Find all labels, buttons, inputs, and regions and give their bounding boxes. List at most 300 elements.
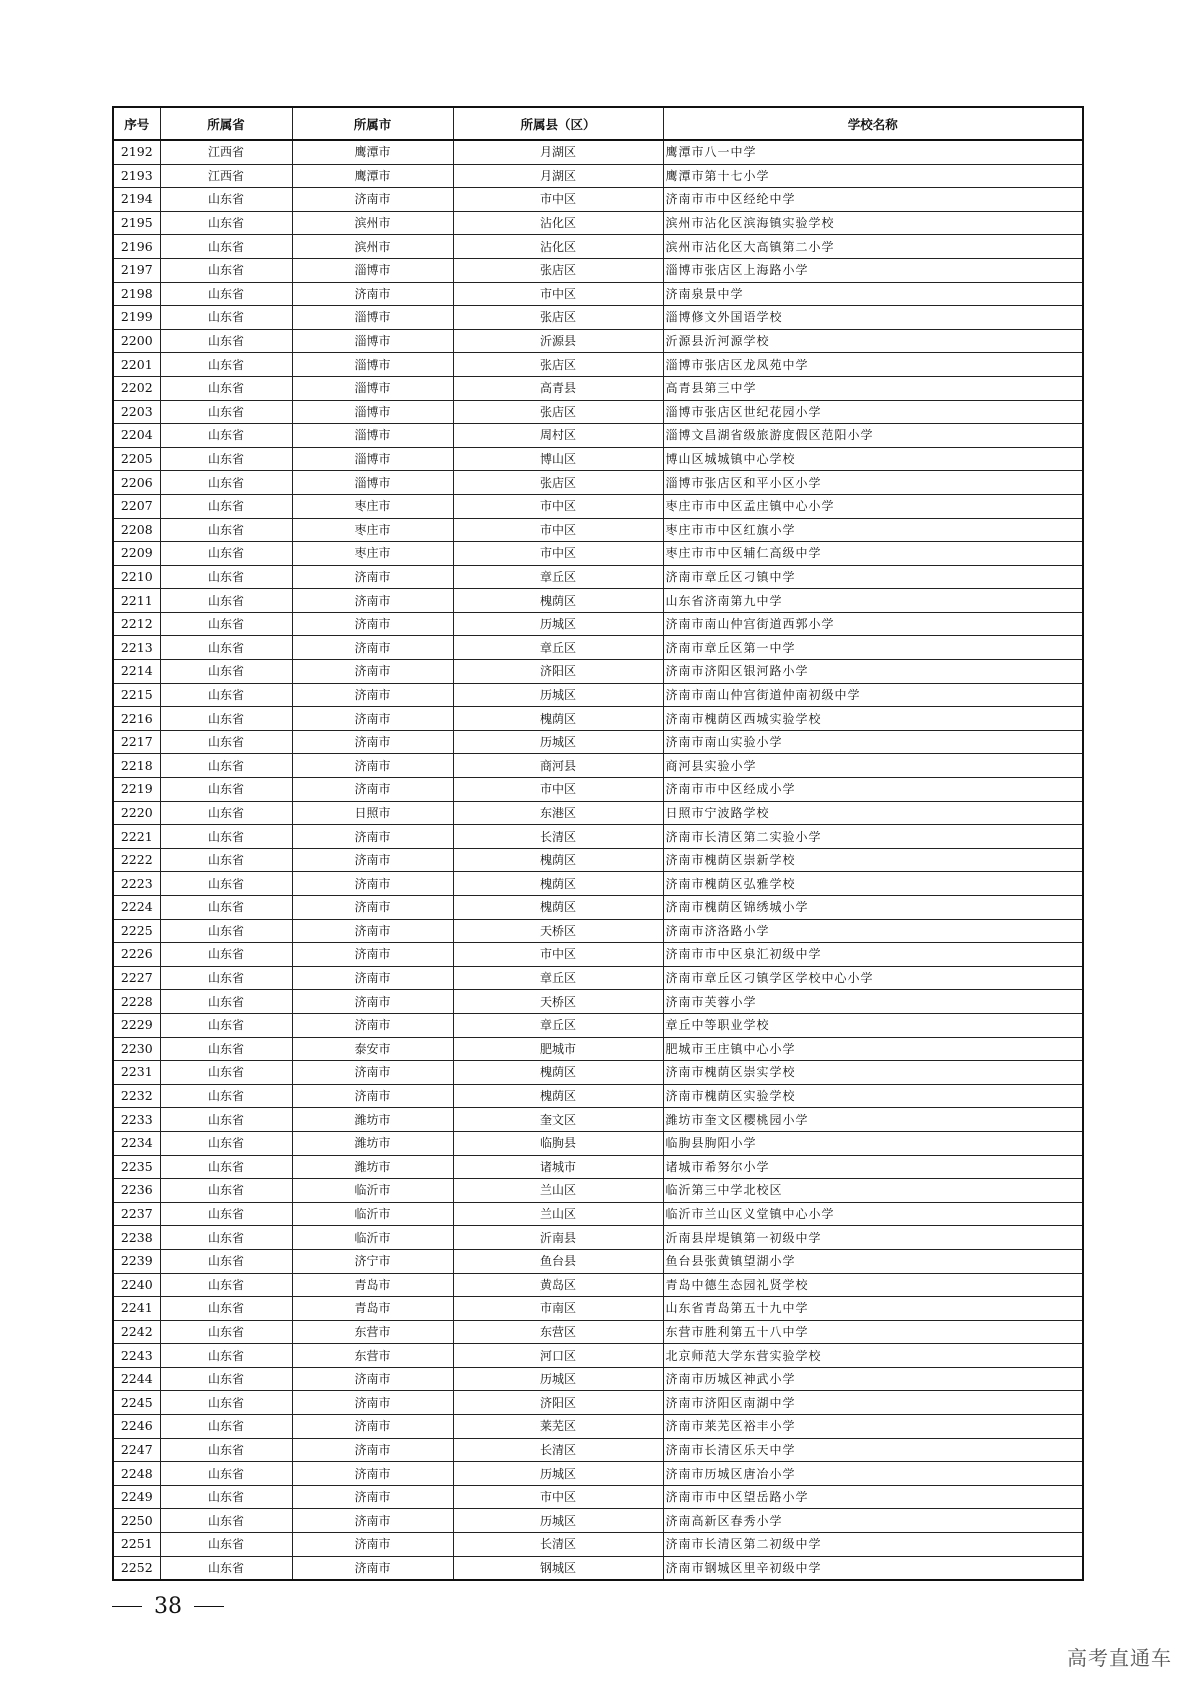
cell-index: 2200	[113, 329, 160, 353]
cell-school-name: 高青县第三中学	[663, 376, 1083, 400]
cell-school-name: 济南市芙蓉小学	[663, 990, 1083, 1014]
cell-school-name: 日照市宁波路学校	[663, 801, 1083, 825]
cell-province: 山东省	[160, 494, 292, 518]
cell-school-name: 济南市市中区望岳路小学	[663, 1485, 1083, 1509]
cell-county: 长清区	[453, 1438, 663, 1462]
watermark: 高考直通车	[1067, 1646, 1172, 1670]
cell-index: 2223	[113, 872, 160, 896]
cell-province: 山东省	[160, 801, 292, 825]
cell-index: 2210	[113, 565, 160, 589]
cell-city: 临沂市	[292, 1179, 453, 1203]
cell-city: 济南市	[292, 1415, 453, 1439]
cell-province: 山东省	[160, 636, 292, 660]
cell-county: 市中区	[453, 282, 663, 306]
table-row	[113, 140, 1083, 164]
cell-county: 奎文区	[453, 1108, 663, 1132]
cell-index: 2240	[113, 1273, 160, 1297]
cell-city: 淄博市	[292, 353, 453, 377]
cell-school-name: 博山区城城镇中心学校	[663, 447, 1083, 471]
cell-county: 市中区	[453, 943, 663, 967]
cell-county: 商河县	[453, 754, 663, 778]
cell-school-name: 淄博市张店区世纪花园小学	[663, 400, 1083, 424]
table-row	[113, 966, 1083, 990]
cell-province: 山东省	[160, 1013, 292, 1037]
table-row	[113, 919, 1083, 943]
cell-school-name: 济南市槐荫区西城实验学校	[663, 707, 1083, 731]
cell-index: 2195	[113, 211, 160, 235]
cell-city: 济南市	[292, 1485, 453, 1509]
cell-county: 市中区	[453, 778, 663, 802]
cell-city: 淄博市	[292, 329, 453, 353]
cell-city: 临沂市	[292, 1226, 453, 1250]
cell-province: 山东省	[160, 542, 292, 566]
cell-city: 济南市	[292, 660, 453, 684]
cell-county: 历城区	[453, 612, 663, 636]
cell-index: 2208	[113, 518, 160, 542]
cell-county: 市中区	[453, 494, 663, 518]
cell-city: 济宁市	[292, 1249, 453, 1273]
cell-province: 山东省	[160, 1367, 292, 1391]
cell-city: 济南市	[292, 1533, 453, 1557]
cell-school-name: 枣庄市市中区红旗小学	[663, 518, 1083, 542]
footer-dash-right	[194, 1606, 224, 1607]
table-row	[113, 282, 1083, 306]
cell-school-name: 济南市市中区泉汇初级中学	[663, 943, 1083, 967]
cell-city: 淄博市	[292, 447, 453, 471]
cell-index: 2225	[113, 919, 160, 943]
table-row	[113, 1202, 1083, 1226]
cell-city: 鹰潭市	[292, 140, 453, 164]
cell-index: 2251	[113, 1533, 160, 1557]
cell-school-name: 济南市南山仲宫街道仲南初级中学	[663, 683, 1083, 707]
cell-province: 山东省	[160, 400, 292, 424]
cell-province: 山东省	[160, 1556, 292, 1580]
cell-city: 济南市	[292, 636, 453, 660]
cell-school-name: 沂源县沂河源学校	[663, 329, 1083, 353]
cell-index: 2229	[113, 1013, 160, 1037]
table-row	[113, 1367, 1083, 1391]
cell-county: 长清区	[453, 1533, 663, 1557]
table-row	[113, 896, 1083, 920]
cell-city: 淄博市	[292, 471, 453, 495]
cell-province: 山东省	[160, 872, 292, 896]
cell-county: 市中区	[453, 188, 663, 212]
cell-school-name: 滨州市沾化区大高镇第二小学	[663, 235, 1083, 259]
cell-school-name: 济南市钢城区里辛初级中学	[663, 1556, 1083, 1580]
cell-school-name: 北京师范大学东营实验学校	[663, 1344, 1083, 1368]
cell-index: 2216	[113, 707, 160, 731]
cell-index: 2222	[113, 848, 160, 872]
cell-province: 山东省	[160, 1344, 292, 1368]
cell-province: 山东省	[160, 518, 292, 542]
cell-index: 2226	[113, 943, 160, 967]
table-row	[113, 778, 1083, 802]
cell-county: 历城区	[453, 1367, 663, 1391]
cell-province: 山东省	[160, 329, 292, 353]
cell-school-name: 诸城市希努尔小学	[663, 1155, 1083, 1179]
cell-school-name: 济南市长清区第二实验小学	[663, 825, 1083, 849]
cell-province: 山东省	[160, 1061, 292, 1085]
table-row	[113, 494, 1083, 518]
cell-county: 章丘区	[453, 966, 663, 990]
table-row	[113, 754, 1083, 778]
cell-province: 山东省	[160, 943, 292, 967]
table-row	[113, 376, 1083, 400]
cell-index: 2219	[113, 778, 160, 802]
cell-school-name: 临沂市兰山区义堂镇中心小学	[663, 1202, 1083, 1226]
cell-city: 枣庄市	[292, 542, 453, 566]
table-row	[113, 306, 1083, 330]
table-row	[113, 188, 1083, 212]
table-row	[113, 1131, 1083, 1155]
cell-school-name: 山东省青岛第五十九中学	[663, 1297, 1083, 1321]
cell-index: 2224	[113, 896, 160, 920]
cell-index: 2246	[113, 1415, 160, 1439]
cell-province: 山东省	[160, 683, 292, 707]
cell-county: 长清区	[453, 825, 663, 849]
cell-index: 2227	[113, 966, 160, 990]
cell-county: 高青县	[453, 376, 663, 400]
table-row	[113, 471, 1083, 495]
cell-county: 河口区	[453, 1344, 663, 1368]
cell-city: 日照市	[292, 801, 453, 825]
cell-city: 济南市	[292, 1084, 453, 1108]
table-row	[113, 1108, 1083, 1132]
header-school-name: 学校名称	[663, 107, 1083, 140]
cell-school-name: 济南市槐荫区崇新学校	[663, 848, 1083, 872]
cell-county: 历城区	[453, 683, 663, 707]
cell-province: 山东省	[160, 1131, 292, 1155]
page-number: 38	[154, 1594, 182, 1619]
table-row	[113, 565, 1083, 589]
cell-county: 历城区	[453, 1509, 663, 1533]
table-row	[113, 848, 1083, 872]
table-row	[113, 707, 1083, 731]
cell-school-name: 滨州市沾化区滨海镇实验学校	[663, 211, 1083, 235]
cell-city: 淄博市	[292, 306, 453, 330]
cell-city: 济南市	[292, 1438, 453, 1462]
table-row	[113, 1320, 1083, 1344]
cell-county: 钢城区	[453, 1556, 663, 1580]
cell-school-name: 淄博市张店区上海路小学	[663, 258, 1083, 282]
table-row	[113, 990, 1083, 1014]
cell-index: 2236	[113, 1179, 160, 1203]
cell-county: 沾化区	[453, 235, 663, 259]
table-row	[113, 1179, 1083, 1203]
cell-school-name: 沂南县岸堤镇第一初级中学	[663, 1226, 1083, 1250]
cell-province: 山东省	[160, 1320, 292, 1344]
cell-province: 山东省	[160, 1533, 292, 1557]
cell-county: 博山区	[453, 447, 663, 471]
cell-province: 山东省	[160, 1108, 292, 1132]
header-row	[113, 107, 1083, 140]
cell-city: 青岛市	[292, 1273, 453, 1297]
cell-school-name: 鹰潭市八一中学	[663, 140, 1083, 164]
cell-city: 济南市	[292, 754, 453, 778]
cell-province: 山东省	[160, 825, 292, 849]
cell-county: 市中区	[453, 1485, 663, 1509]
header-province: 所属省	[160, 107, 292, 140]
table-row	[113, 400, 1083, 424]
cell-index: 2231	[113, 1061, 160, 1085]
cell-province: 山东省	[160, 1202, 292, 1226]
cell-index: 2198	[113, 282, 160, 306]
cell-index: 2196	[113, 235, 160, 259]
cell-index: 2202	[113, 376, 160, 400]
table-row	[113, 1462, 1083, 1486]
table-row	[113, 1013, 1083, 1037]
cell-school-name: 淄博文昌湖省级旅游度假区范阳小学	[663, 424, 1083, 448]
cell-province: 山东省	[160, 188, 292, 212]
table-row	[113, 258, 1083, 282]
cell-city: 潍坊市	[292, 1155, 453, 1179]
cell-county: 张店区	[453, 471, 663, 495]
table-row	[113, 424, 1083, 448]
cell-city: 济南市	[292, 1013, 453, 1037]
cell-county: 沂源县	[453, 329, 663, 353]
cell-city: 枣庄市	[292, 494, 453, 518]
cell-county: 沾化区	[453, 211, 663, 235]
cell-index: 2218	[113, 754, 160, 778]
cell-school-name: 肥城市王庄镇中心小学	[663, 1037, 1083, 1061]
table-row	[113, 943, 1083, 967]
cell-city: 济南市	[292, 848, 453, 872]
cell-province: 山东省	[160, 1462, 292, 1486]
table-row	[113, 1249, 1083, 1273]
cell-county: 兰山区	[453, 1202, 663, 1226]
cell-county: 月湖区	[453, 164, 663, 188]
cell-school-name: 山东省济南第九中学	[663, 589, 1083, 613]
table-row	[113, 636, 1083, 660]
cell-school-name: 济南市历城区唐冶小学	[663, 1462, 1083, 1486]
cell-index: 2209	[113, 542, 160, 566]
header-city: 所属市	[292, 107, 453, 140]
cell-school-name: 商河县实验小学	[663, 754, 1083, 778]
cell-province: 山东省	[160, 424, 292, 448]
cell-city: 潍坊市	[292, 1131, 453, 1155]
cell-county: 市中区	[453, 542, 663, 566]
cell-city: 东营市	[292, 1320, 453, 1344]
cell-county: 张店区	[453, 400, 663, 424]
table-row	[113, 612, 1083, 636]
cell-province: 山东省	[160, 1084, 292, 1108]
cell-school-name: 济南市槐荫区弘雅学校	[663, 872, 1083, 896]
table-row	[113, 447, 1083, 471]
cell-city: 滨州市	[292, 211, 453, 235]
table-row	[113, 660, 1083, 684]
cell-school-name: 济南市市中区经成小学	[663, 778, 1083, 802]
cell-province: 山东省	[160, 1438, 292, 1462]
cell-city: 济南市	[292, 282, 453, 306]
cell-county: 市南区	[453, 1297, 663, 1321]
cell-province: 山东省	[160, 754, 292, 778]
cell-index: 2214	[113, 660, 160, 684]
cell-county: 历城区	[453, 730, 663, 754]
cell-county: 章丘区	[453, 565, 663, 589]
cell-county: 天桥区	[453, 990, 663, 1014]
cell-index: 2248	[113, 1462, 160, 1486]
cell-index: 2228	[113, 990, 160, 1014]
cell-city: 济南市	[292, 683, 453, 707]
cell-county: 章丘区	[453, 636, 663, 660]
cell-school-name: 济南泉景中学	[663, 282, 1083, 306]
table-row	[113, 1438, 1083, 1462]
cell-school-name: 济南市长清区第二初级中学	[663, 1533, 1083, 1557]
cell-province: 山东省	[160, 282, 292, 306]
cell-school-name: 枣庄市市中区孟庄镇中心小学	[663, 494, 1083, 518]
cell-index: 2205	[113, 447, 160, 471]
cell-city: 临沂市	[292, 1202, 453, 1226]
cell-county: 槐荫区	[453, 1061, 663, 1085]
cell-city: 济南市	[292, 966, 453, 990]
cell-city: 济南市	[292, 565, 453, 589]
table-row	[113, 1344, 1083, 1368]
cell-city: 济南市	[292, 612, 453, 636]
table-row	[113, 1226, 1083, 1250]
cell-index: 2207	[113, 494, 160, 518]
table-row	[113, 353, 1083, 377]
cell-index: 2204	[113, 424, 160, 448]
cell-province: 山东省	[160, 471, 292, 495]
table-row	[113, 825, 1083, 849]
cell-city: 潍坊市	[292, 1108, 453, 1132]
cell-school-name: 临朐县朐阳小学	[663, 1131, 1083, 1155]
table-row	[113, 211, 1083, 235]
cell-province: 山东省	[160, 1249, 292, 1273]
cell-province: 山东省	[160, 1155, 292, 1179]
cell-school-name: 济南市南山仲宫街道西郭小学	[663, 612, 1083, 636]
cell-index: 2234	[113, 1131, 160, 1155]
cell-province: 山东省	[160, 1297, 292, 1321]
header-county: 所属县（区）	[453, 107, 663, 140]
cell-school-name: 济南市长清区乐天中学	[663, 1438, 1083, 1462]
cell-province: 山东省	[160, 1179, 292, 1203]
cell-index: 2239	[113, 1249, 160, 1273]
cell-index: 2201	[113, 353, 160, 377]
cell-school-name: 济南市莱芜区裕丰小学	[663, 1415, 1083, 1439]
cell-province: 山东省	[160, 1391, 292, 1415]
cell-city: 淄博市	[292, 424, 453, 448]
cell-province: 山东省	[160, 376, 292, 400]
cell-school-name: 青岛中德生态园礼贤学校	[663, 1273, 1083, 1297]
table-row	[113, 1155, 1083, 1179]
table-row	[113, 730, 1083, 754]
cell-index: 2238	[113, 1226, 160, 1250]
cell-county: 张店区	[453, 258, 663, 282]
cell-school-name: 枣庄市市中区辅仁高级中学	[663, 542, 1083, 566]
cell-county: 张店区	[453, 306, 663, 330]
cell-school-name: 淄博修文外国语学校	[663, 306, 1083, 330]
cell-index: 2247	[113, 1438, 160, 1462]
table-row	[113, 1061, 1083, 1085]
cell-city: 济南市	[292, 778, 453, 802]
cell-city: 济南市	[292, 919, 453, 943]
cell-index: 2197	[113, 258, 160, 282]
cell-province: 山东省	[160, 1037, 292, 1061]
cell-province: 山东省	[160, 235, 292, 259]
cell-city: 淄博市	[292, 376, 453, 400]
cell-county: 槐荫区	[453, 1084, 663, 1108]
cell-county: 张店区	[453, 353, 663, 377]
cell-city: 济南市	[292, 1391, 453, 1415]
cell-index: 2235	[113, 1155, 160, 1179]
cell-county: 鱼台县	[453, 1249, 663, 1273]
table-row	[113, 872, 1083, 896]
cell-index: 2199	[113, 306, 160, 330]
cell-school-name: 淄博市张店区龙凤苑中学	[663, 353, 1083, 377]
cell-city: 青岛市	[292, 1297, 453, 1321]
cell-school-name: 济南市济阳区银河路小学	[663, 660, 1083, 684]
cell-index: 2215	[113, 683, 160, 707]
cell-school-name: 济南市南山实验小学	[663, 730, 1083, 754]
cell-school-name: 济南市济洛路小学	[663, 919, 1083, 943]
cell-school-name: 章丘中等职业学校	[663, 1013, 1083, 1037]
cell-province: 山东省	[160, 612, 292, 636]
cell-school-name: 济南市槐荫区崇实学校	[663, 1061, 1083, 1085]
cell-index: 2249	[113, 1485, 160, 1509]
cell-county: 黄岛区	[453, 1273, 663, 1297]
cell-index: 2233	[113, 1108, 160, 1132]
cell-city: 济南市	[292, 188, 453, 212]
cell-school-name: 济南高新区春秀小学	[663, 1509, 1083, 1533]
table-row	[113, 801, 1083, 825]
cell-school-name: 济南市济阳区南湖中学	[663, 1391, 1083, 1415]
cell-province: 山东省	[160, 896, 292, 920]
footer-dash-left	[112, 1606, 142, 1607]
cell-county: 历城区	[453, 1462, 663, 1486]
cell-city: 济南市	[292, 707, 453, 731]
cell-school-name: 东营市胜利第五十八中学	[663, 1320, 1083, 1344]
cell-index: 2211	[113, 589, 160, 613]
table-row	[113, 1273, 1083, 1297]
cell-province: 山东省	[160, 730, 292, 754]
cell-index: 2212	[113, 612, 160, 636]
header-index: 序号	[113, 107, 160, 140]
table-row	[113, 1485, 1083, 1509]
cell-province: 山东省	[160, 306, 292, 330]
cell-county: 莱芜区	[453, 1415, 663, 1439]
cell-province: 山东省	[160, 990, 292, 1014]
cell-school-name: 济南市章丘区第一中学	[663, 636, 1083, 660]
cell-county: 章丘区	[453, 1013, 663, 1037]
cell-city: 济南市	[292, 943, 453, 967]
cell-province: 山东省	[160, 447, 292, 471]
cell-province: 江西省	[160, 140, 292, 164]
cell-county: 兰山区	[453, 1179, 663, 1203]
cell-county: 济阳区	[453, 660, 663, 684]
cell-city: 济南市	[292, 990, 453, 1014]
page-footer	[112, 1594, 224, 1619]
cell-province: 山东省	[160, 565, 292, 589]
table-row	[113, 1509, 1083, 1533]
cell-county: 东港区	[453, 801, 663, 825]
cell-school-name: 鱼台县张黄镇望湖小学	[663, 1249, 1083, 1273]
cell-index: 2220	[113, 801, 160, 825]
cell-county: 肥城市	[453, 1037, 663, 1061]
table-row	[113, 518, 1083, 542]
cell-index: 2192	[113, 140, 160, 164]
cell-province: 山东省	[160, 660, 292, 684]
cell-school-name: 潍坊市奎文区樱桃园小学	[663, 1108, 1083, 1132]
table-row	[113, 1297, 1083, 1321]
cell-city: 济南市	[292, 1367, 453, 1391]
cell-index: 2237	[113, 1202, 160, 1226]
cell-city: 济南市	[292, 589, 453, 613]
cell-city: 淄博市	[292, 400, 453, 424]
cell-county: 天桥区	[453, 919, 663, 943]
cell-index: 2252	[113, 1556, 160, 1580]
cell-index: 2221	[113, 825, 160, 849]
